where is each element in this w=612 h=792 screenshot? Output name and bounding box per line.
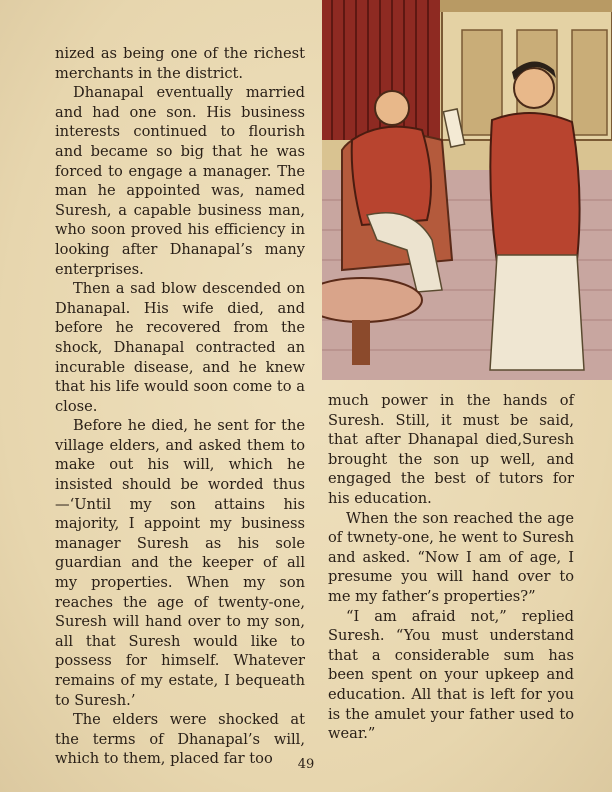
illustration-drawing — [322, 0, 612, 380]
text-column-left — [55, 44, 305, 769]
page-number: 49 — [297, 757, 315, 772]
paragraph: Then a sad blow descended on Dhanapal. His wife died, and before he recovered from the shock, Dhanapal contracted an incurable disease, and he knew that his life would soon come to a close. — [55, 280, 305, 415]
paragraph: Before he died, he sent for the village elders, and asked them to make out his will, which he insisted should be worded thus—‘Until my son attains his majority, I appoint my business manager Suresh as his sole guardian and the keeper of all my properties. When my son reaches the age of twenty-one, Suresh will hand over to my son, all that Suresh would like to possess for himself. Whatever remains of my estate, I bequeath to Suresh.’ — [55, 417, 305, 709]
paragraph: “I am afraid not,” replied Suresh. “You must understand that a considerable sum has been spent on your upkeep and education. All that is left for you is the amulet your father used to wear.” — [328, 607, 574, 743]
paragraph: The elders were shocked at the terms of Dhanapal’s will, which to them, placed far too — [55, 711, 305, 768]
paragraph: When the son reached the age of twnety-one, he went to Suresh and asked. “Now I am of age, I presume you will hand over to me my father’s properties?” — [328, 509, 574, 605]
paragraph: much power in the hands of Suresh. Still, it must be said, that after Dhanapal died,Suresh brought the son up well, and engaged the best of tutors for his education. — [328, 392, 574, 507]
paragraph: Dhanapal eventually married and had one son. His business interests continued to flourish and became so big that he was forced to engage a manager. The man he appointed was, named Suresh, a capable business man, who soon proved his efficiency in looking after Dhanapal’s many enterprises. — [55, 84, 305, 278]
paragraph: nized as being one of the richest merchants in the district. — [55, 45, 305, 82]
text-column-right — [328, 391, 574, 744]
story-illustration — [322, 0, 612, 380]
